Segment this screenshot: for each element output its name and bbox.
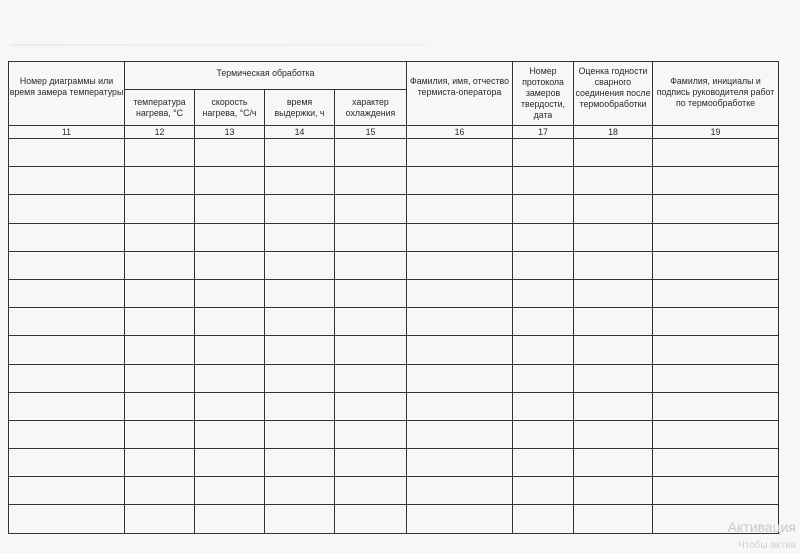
- table-body: [9, 139, 779, 534]
- table-cell: [195, 364, 265, 392]
- table-cell: [407, 477, 513, 505]
- table-cell: [407, 392, 513, 420]
- table-cell: [513, 477, 574, 505]
- activation-watermark: Активация: [727, 519, 796, 535]
- table-cell: [9, 420, 125, 448]
- table-cell: [125, 392, 195, 420]
- header-col-17: Номер протокола замеров твердости, дата: [513, 62, 574, 126]
- table-cell: [407, 420, 513, 448]
- table-cell: [407, 223, 513, 251]
- faded-top-text: [10, 44, 430, 46]
- table-cell: [125, 505, 195, 533]
- table-cell: [574, 505, 653, 533]
- table-cell: [653, 420, 779, 448]
- table-cell: [265, 308, 335, 336]
- table-cell: [653, 364, 779, 392]
- table-cell: [513, 420, 574, 448]
- table-cell: [513, 223, 574, 251]
- header-col-15: характер охлаждения: [335, 90, 407, 126]
- table-cell: [195, 251, 265, 279]
- table-cell: [574, 392, 653, 420]
- table-cell: [125, 364, 195, 392]
- table-cell: [125, 477, 195, 505]
- header-col-12: температура нагрева, °С: [125, 90, 195, 126]
- table-cell: [125, 308, 195, 336]
- table-cell: [513, 279, 574, 307]
- table-cell: [407, 279, 513, 307]
- table-cell: [9, 167, 125, 195]
- column-number: 17: [513, 126, 574, 139]
- table-cell: [513, 364, 574, 392]
- header-col-18: Оценка годности сварного соединения после термообработки: [574, 62, 653, 126]
- table-cell: [574, 336, 653, 364]
- table-cell: [574, 279, 653, 307]
- table-cell: [335, 364, 407, 392]
- table-cell: [574, 308, 653, 336]
- table-cell: [125, 279, 195, 307]
- table-cell: [513, 167, 574, 195]
- table-row: [9, 336, 779, 364]
- table-cell: [265, 195, 335, 223]
- table-cell: [653, 223, 779, 251]
- table-cell: [407, 336, 513, 364]
- table-cell: [407, 505, 513, 533]
- header-col-16: Фамилия, имя, отчество термиста-оператора: [407, 62, 513, 126]
- table-cell: [407, 449, 513, 477]
- table-cell: [265, 420, 335, 448]
- table-cell: [513, 392, 574, 420]
- table-cell: [125, 195, 195, 223]
- table-cell: [335, 505, 407, 533]
- column-number: 16: [407, 126, 513, 139]
- table-cell: [125, 449, 195, 477]
- table-cell: [265, 336, 335, 364]
- activation-watermark-sub: Чтобы актив: [738, 540, 796, 551]
- table-row: [9, 251, 779, 279]
- table-cell: [195, 223, 265, 251]
- table-cell: [574, 449, 653, 477]
- table-cell: [335, 139, 407, 167]
- table-cell: [125, 139, 195, 167]
- table-cell: [335, 392, 407, 420]
- header-group-heat-treatment: Термическая обработка: [125, 62, 407, 90]
- table-cell: [195, 336, 265, 364]
- table-cell: [125, 223, 195, 251]
- table-cell: [9, 449, 125, 477]
- table-cell: [513, 308, 574, 336]
- table-cell: [407, 308, 513, 336]
- table-cell: [653, 392, 779, 420]
- header-col-19: Фамилия, инициалы и подпись руководителя работ по термообработке: [653, 62, 779, 126]
- table-cell: [9, 392, 125, 420]
- table-cell: [195, 139, 265, 167]
- table-cell: [574, 223, 653, 251]
- table-cell: [265, 279, 335, 307]
- table-cell: [653, 195, 779, 223]
- table-cell: [574, 195, 653, 223]
- table-row: [9, 139, 779, 167]
- table-cell: [653, 477, 779, 505]
- table-cell: [407, 195, 513, 223]
- table-row: [9, 364, 779, 392]
- table-cell: [9, 279, 125, 307]
- table-cell: [335, 336, 407, 364]
- table-cell: [335, 167, 407, 195]
- table-cell: [265, 139, 335, 167]
- table-cell: [653, 308, 779, 336]
- table-cell: [513, 251, 574, 279]
- table-cell: [335, 477, 407, 505]
- table-cell: [335, 223, 407, 251]
- table-cell: [335, 195, 407, 223]
- table-cell: [407, 364, 513, 392]
- table-row: [9, 308, 779, 336]
- table-cell: [195, 167, 265, 195]
- table-cell: [574, 420, 653, 448]
- table-cell: [513, 449, 574, 477]
- table-cell: [653, 167, 779, 195]
- table-cell: [265, 392, 335, 420]
- header-col-11: Номер диаграммы или время замера температуры: [9, 62, 125, 126]
- column-number: 14: [265, 126, 335, 139]
- column-number: 19: [653, 126, 779, 139]
- table-row: [9, 279, 779, 307]
- table-cell: [513, 139, 574, 167]
- header-col-14: время выдержки, ч: [265, 90, 335, 126]
- table-row: [9, 477, 779, 505]
- table-row: [9, 195, 779, 223]
- table-cell: [9, 505, 125, 533]
- table-cell: [9, 364, 125, 392]
- table-cell: [653, 139, 779, 167]
- heat-treatment-table: [8, 61, 779, 534]
- table-cell: [125, 336, 195, 364]
- table-cell: [513, 505, 574, 533]
- table-cell: [195, 392, 265, 420]
- table-cell: [195, 420, 265, 448]
- table-cell: [265, 364, 335, 392]
- table-cell: [513, 195, 574, 223]
- table-cell: [513, 336, 574, 364]
- table-row: [9, 167, 779, 195]
- table-cell: [653, 449, 779, 477]
- table-row: [9, 420, 779, 448]
- table-cell: [574, 139, 653, 167]
- table-row: [9, 223, 779, 251]
- column-number: 15: [335, 126, 407, 139]
- table-cell: [265, 223, 335, 251]
- table-cell: [9, 223, 125, 251]
- table-cell: [195, 279, 265, 307]
- table-cell: [407, 167, 513, 195]
- table-cell: [195, 195, 265, 223]
- table-row: [9, 505, 779, 533]
- table-cell: [265, 505, 335, 533]
- table-cell: [574, 477, 653, 505]
- table-row: [9, 449, 779, 477]
- table-cell: [335, 251, 407, 279]
- table-cell: [125, 167, 195, 195]
- column-number: 12: [125, 126, 195, 139]
- table-cell: [9, 336, 125, 364]
- table-row: [9, 392, 779, 420]
- table-cell: [9, 139, 125, 167]
- table-cell: [335, 308, 407, 336]
- table-cell: [195, 308, 265, 336]
- table-cell: [574, 251, 653, 279]
- table-cell: [653, 279, 779, 307]
- column-number: 11: [9, 126, 125, 139]
- table-cell: [265, 167, 335, 195]
- table-cell: [125, 420, 195, 448]
- column-number: 13: [195, 126, 265, 139]
- table-cell: [407, 251, 513, 279]
- table-cell: [9, 195, 125, 223]
- table-cell: [265, 449, 335, 477]
- table-cell: [265, 251, 335, 279]
- table-cell: [574, 167, 653, 195]
- table-cell: [574, 364, 653, 392]
- table-cell: [9, 251, 125, 279]
- table-cell: [9, 308, 125, 336]
- table-cell: [335, 449, 407, 477]
- table-cell: [195, 449, 265, 477]
- table-cell: [653, 336, 779, 364]
- table-cell: [195, 505, 265, 533]
- table-cell: [335, 279, 407, 307]
- column-number: 18: [574, 126, 653, 139]
- table-cell: [125, 251, 195, 279]
- table-cell: [653, 251, 779, 279]
- table-cell: [195, 477, 265, 505]
- table-cell: [407, 139, 513, 167]
- table-cell: [9, 477, 125, 505]
- header-col-13: скорость нагрева, °С/ч: [195, 90, 265, 126]
- table-cell: [265, 477, 335, 505]
- table-cell: [335, 420, 407, 448]
